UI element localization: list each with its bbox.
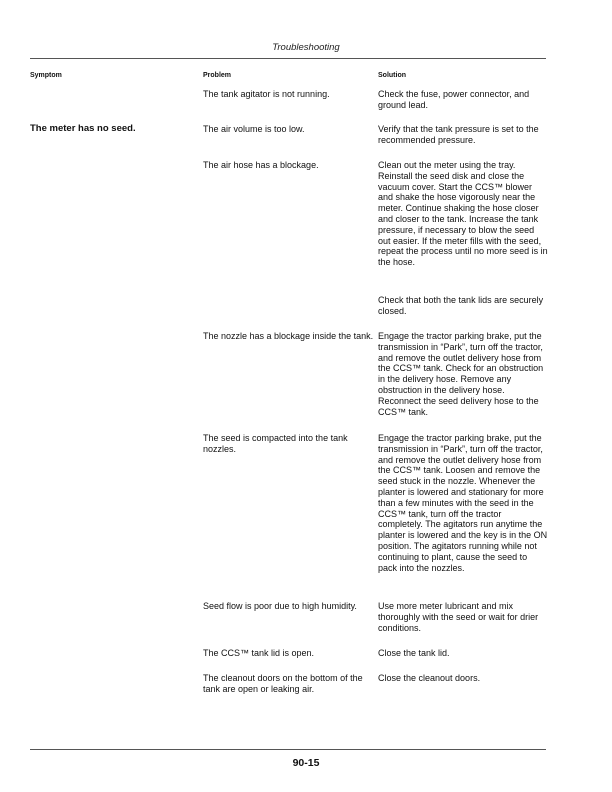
problem-cell: The air volume is too low. (203, 124, 305, 134)
solution-cell: Close the cleanout doors. (378, 673, 481, 683)
solution-cell: Check the fuse, power connector, and ground lead. (378, 89, 530, 110)
solution-cell: Engage the tractor parking brake, put the transmission in “Park”, turn off the tractor, and remove the outlet delivery hose from the CCS™ tank. Loosen and remove the seed stuck in the nozzle. Whenever the planter is lowered and stationary for more than a few minutes with the seed in the CCS™ tank, turn off the tractor completely. The agitators run anytime the planter is lowered and the key is in the ON position. The agitators running while not continuing to plant, cause the seed to pack into the nozzles. (378, 433, 548, 573)
problem-cell: The seed is compacted into the tank nozzles. (203, 433, 348, 454)
solution-cell: Verify that the tank pressure is set to the recommended pressure. (378, 124, 539, 145)
solution-cell: Check that both the tank lids are securely closed. (378, 295, 544, 316)
page-number: 90-15 (292, 757, 320, 769)
problem-cell: The CCS™ tank lid is open. (203, 648, 315, 658)
column-header-problem: Problem (203, 72, 232, 79)
problem-cell: Seed flow is poor due to high humidity. (203, 601, 357, 611)
column-header-solution: Solution (378, 72, 406, 79)
problem-cell: The air hose has a blockage. (203, 160, 319, 170)
symptom-cell: The meter has no seed. (30, 123, 136, 134)
header-divider (30, 58, 546, 59)
footer-divider (30, 749, 546, 750)
page-header-title: Troubleshooting (272, 42, 340, 53)
solution-cell: Use more meter lubricant and mix thoroughly with the seed or wait for drier conditions. (378, 601, 539, 633)
column-header-symptom: Symptom (30, 72, 62, 79)
problem-cell: The nozzle has a blockage inside the tank. (203, 331, 374, 341)
problem-cell: The tank agitator is not running. (203, 89, 330, 99)
problem-cell: The cleanout doors on the bottom of the tank are open or leaking air. (203, 673, 363, 694)
solution-cell: Close the tank lid. (378, 648, 450, 658)
solution-cell: Clean out the meter using the tray. Reinstall the seed disk and close the vacuum cover. Start the CCS™ blower and shake the hose vigorously near the meter. Continue shaking the hose closer and closer to the tank. Increase the tank pressure, if necessary to blow the seed out easier. If the meter fills with the seed, repeat the process until no more seed is in the hose. (378, 160, 548, 268)
solution-cell: Engage the tractor parking brake, put the transmission in “Park”, turn off the tractor, and remove the outlet delivery hose from the CCS™ tank. Check for an obstruction in the delivery hose. Remove any obstruction in the delivery hose. Reconnect the seed delivery hose to the CCS™ tank. (378, 331, 544, 417)
